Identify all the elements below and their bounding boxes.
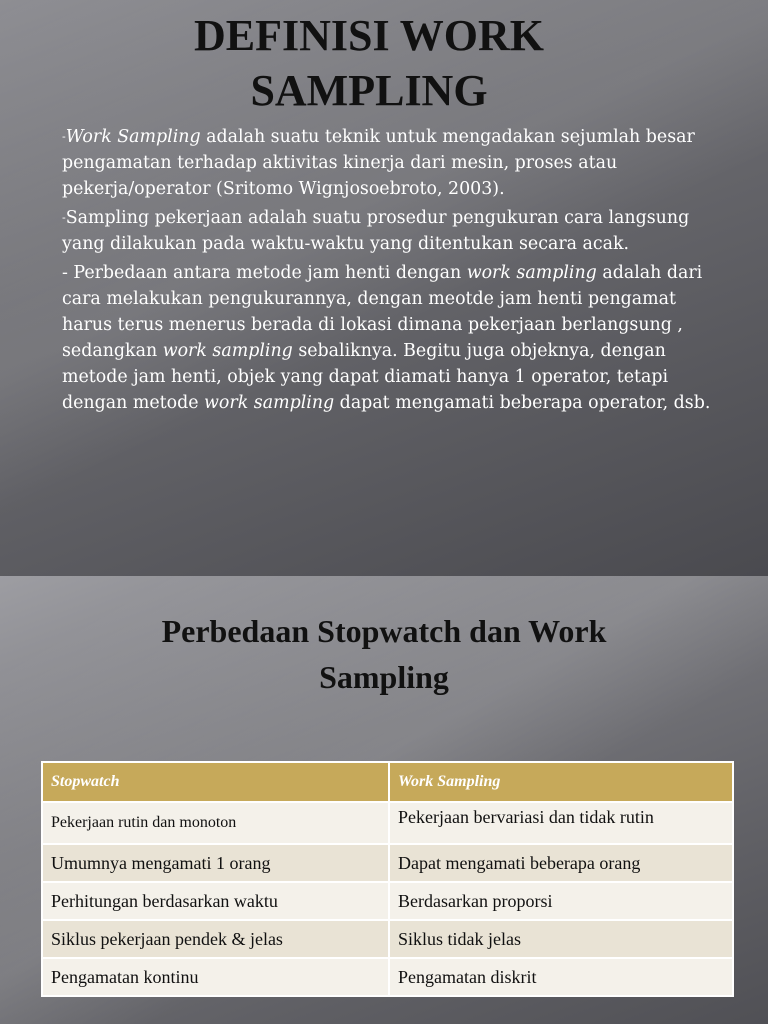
table-cell: Dapat mengamati beberapa orang — [389, 844, 733, 882]
table-cell: Umumnya mengamati 1 orang — [42, 844, 389, 882]
table-row — [42, 844, 733, 882]
header-work-sampling: Work Sampling — [389, 762, 733, 802]
paragraph-definition: -Work Sampling adalah suatu teknik untuk mengadakan sejumlah besar pengamatan terhadap aktivitas kinerja dari mesin, proses atau pekerja/operator (Sritomo Wignjosoebroto, 2003). — [62, 127, 695, 199]
title2-line-1: Perbedaan Stopwatch dan Work — [161, 613, 607, 649]
table-row — [42, 958, 733, 996]
table-row — [42, 802, 733, 844]
table-cell: Berdasarkan proporsi — [389, 882, 733, 920]
slide-perbedaan — [0, 576, 768, 1024]
comparison-table — [41, 761, 734, 997]
header-stopwatch: Stopwatch — [42, 762, 389, 802]
slide-title-perbedaan — [0, 608, 768, 700]
table-cell: Pengamatan diskrit — [389, 958, 733, 996]
table-cell: Perhitungan berdasarkan waktu — [42, 882, 389, 920]
paragraph-perbedaan: - Perbedaan antara metode jam henti dengan work sampling adalah dari cara melakukan pengukurannya, dengan meotde jam henti pengamat harus terus menerus berada di lokasi dimana pekerjaan berlangsung , sedangkan work sampling sebaliknya. Begitu juga objeknya, dengan metode jam henti, objek yang dapat diamati hanya 1 operator, tetapi dengan metode work sampling dapat mengamati beberapa operator, dsb. — [62, 263, 711, 413]
title-line-2: SAMPLING — [250, 66, 488, 115]
table-cell: Pekerjaan rutin dan monoton — [42, 802, 389, 844]
table-cell: Siklus tidak jelas — [389, 920, 733, 958]
title-line-1: DEFINISI WORK — [193, 11, 545, 60]
slide-title-definisi — [0, 8, 738, 118]
table-header-row — [42, 762, 733, 802]
table-row — [42, 920, 733, 958]
paragraph-sampling: -Sampling pekerjaan adalah suatu prosedur pengukuran cara langsung yang dilakukan pada waktu-waktu yang ditentukan secara acak. — [62, 208, 690, 254]
table-cell: Siklus pekerjaan pendek & jelas — [42, 920, 389, 958]
table-cell: Pekerjaan bervariasi dan tidak rutin — [389, 802, 733, 844]
definition-body — [62, 124, 712, 419]
table-cell: Pengamatan kontinu — [42, 958, 389, 996]
table-row — [42, 882, 733, 920]
title2-line-2: Sampling — [319, 659, 449, 695]
